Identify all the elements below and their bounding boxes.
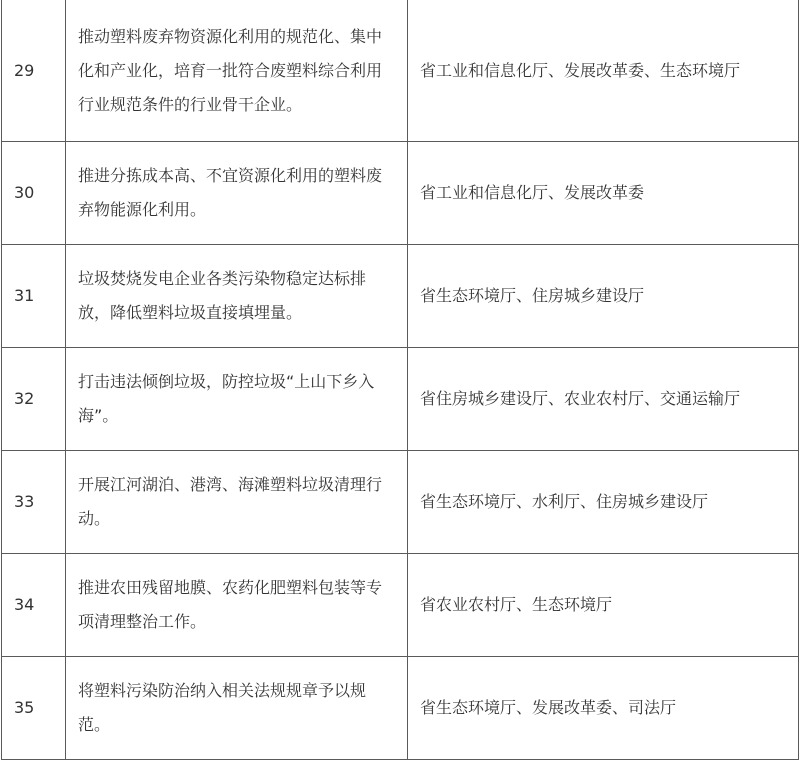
task-description: 将塑料污染防治纳入相关法规规章予以规范。 (66, 657, 408, 760)
table-row (2, 348, 799, 451)
task-description: 垃圾焚烧发电企业各类污染物稳定达标排放，降低塑料垃圾直接填埋量。 (66, 245, 408, 348)
task-table (1, 0, 799, 760)
responsible-departments: 省生态环境厅、发展改革委、司法厅 (408, 657, 799, 760)
task-description: 推进分拣成本高、不宜资源化利用的塑料废弃物能源化利用。 (66, 142, 408, 245)
responsible-departments: 省工业和信息化厅、发展改革委、生态环境厅 (408, 0, 799, 142)
table-row (2, 0, 799, 142)
table-row (2, 142, 799, 245)
row-number: 29 (2, 0, 66, 142)
row-number: 34 (2, 554, 66, 657)
table-row (2, 657, 799, 760)
table-row (2, 451, 799, 554)
responsible-departments: 省生态环境厅、水利厅、住房城乡建设厅 (408, 451, 799, 554)
responsible-departments: 省农业农村厅、生态环境厅 (408, 554, 799, 657)
row-number: 30 (2, 142, 66, 245)
row-number: 31 (2, 245, 66, 348)
responsible-departments: 省工业和信息化厅、发展改革委 (408, 142, 799, 245)
row-number: 33 (2, 451, 66, 554)
task-description: 打击违法倾倒垃圾，防控垃圾“上山下乡入海”。 (66, 348, 408, 451)
row-number: 32 (2, 348, 66, 451)
responsible-departments: 省住房城乡建设厅、农业农村厅、交通运输厅 (408, 348, 799, 451)
task-description: 开展江河湖泊、港湾、海滩塑料垃圾清理行动。 (66, 451, 408, 554)
responsible-departments: 省生态环境厅、住房城乡建设厅 (408, 245, 799, 348)
task-description: 推动塑料废弃物资源化利用的规范化、集中化和产业化，培育一批符合废塑料综合利用行业规范条件的行业骨干企业。 (66, 0, 408, 142)
row-number: 35 (2, 657, 66, 760)
table-row (2, 245, 799, 348)
task-description: 推进农田残留地膜、农药化肥塑料包装等专项清理整治工作。 (66, 554, 408, 657)
table-row (2, 554, 799, 657)
